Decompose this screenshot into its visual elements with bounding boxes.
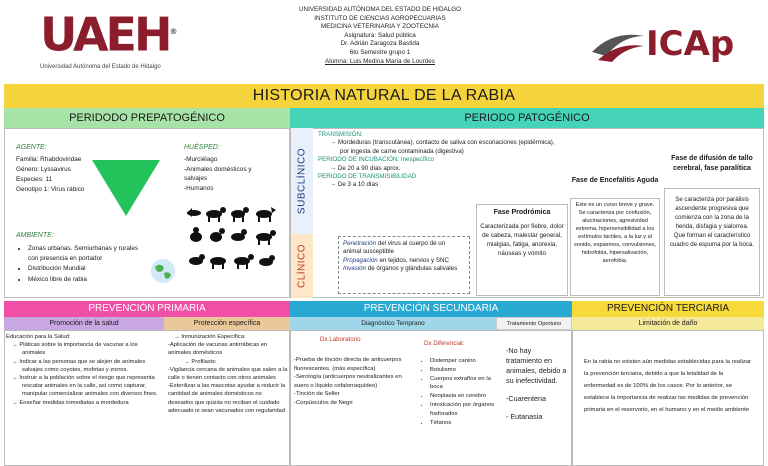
transmisibilidad-title: PERIODO DE TRANSMISIBILIDAD <box>318 173 417 181</box>
prepatogenic-header: PERIDODO PREPATOGÉNICO <box>4 108 290 128</box>
agente-item: Especies: 11 <box>16 176 53 183</box>
incubacion-title: PERIODO DE INCUBACIÓN: Inespecífico <box>318 156 434 164</box>
tratamiento-text <box>506 346 568 422</box>
promocion-item: → Pláticas sobre la importancia de vacunar a los animales <box>12 342 138 357</box>
subclinico-text <box>318 131 558 190</box>
subject-name: Asignatura: Salud pública <box>344 31 416 39</box>
esterilizacion-text: -Esterilizar a las mascotas ayudar a reducir la cantidad de animales domésticos no deseados que quizás no reciban el cuidado adecuado ni sean vacunados con regularidad <box>168 383 286 414</box>
tratamiento-item: - Eutanasia <box>506 412 543 421</box>
prevencion-primaria-header: PREVENCIÓN PRIMARIA <box>4 301 290 317</box>
diagnostico-header: Diagnóstico Temprano <box>290 317 496 330</box>
paralitica-text: Se caracteriza por parálisis ascendente progresiva que comienza con la zona de la herida, disfagia y sialorrea. Que forman el característico cuadro de espuma por la boca. <box>664 188 760 296</box>
huesped-list <box>184 155 274 193</box>
lab-title: Dx Laboratorio <box>320 336 361 343</box>
icap-logo <box>588 20 748 70</box>
program-name: MEDICINA VETERINARIA Y ZOOTECNIA <box>320 23 440 31</box>
prevencion-secundaria-header: PREVENCIÓN SECUNDARIA <box>290 301 572 317</box>
transmision-text: → Mordeduras (transcutánea), contacto de saliva con escoriaciones (epidérmica), por ingesta de carne contaminada (digestiva) <box>330 139 555 155</box>
agente-item: Género: Lyssavirus <box>16 166 71 173</box>
icap-swoosh-icon <box>588 22 648 66</box>
encefalitis-title: Fase de Encefalitis Aguda <box>571 177 659 184</box>
animals-silhouettes-icon <box>186 205 282 275</box>
prodromica-title: Fase Prodrómica <box>493 209 551 216</box>
proteccion-header: Protección específica <box>164 317 290 330</box>
teacher-name: Dr. Adrián Zaragoza Bastida <box>340 40 420 48</box>
icap-logo-text: ICAp <box>646 24 735 64</box>
page-title: HISTORIA NATURAL DE LA RABIA <box>4 84 764 108</box>
ambiente-title: AMBIENTE: <box>16 232 54 239</box>
promocion-item: → Enseñar medidas inmediatas a mordedura <box>12 399 129 406</box>
promocion-header: Promoción de la salud <box>4 317 164 330</box>
prodromica-box <box>476 204 568 296</box>
dif-item: • Cuerpos extraños en la boca <box>430 375 496 393</box>
profilaxis-title: → Profilaxis: <box>184 358 217 365</box>
promocion-item: → Instruir a la población sobre el riesgo que representa rescatar animales en la calle, así como capturar, manipular comercializar animales con diversos fines. <box>12 375 158 398</box>
dif-item: • Botulismo <box>430 366 496 375</box>
huesped-item: -Murciélago <box>184 156 218 163</box>
limitacion-header: Limitación de daño <box>572 317 764 330</box>
promocion-item: → Indicar a las personas que se alejen de animales salvajes como coyotes, mofetas y zorros. <box>12 358 146 373</box>
clinico-line: Invasión de órganos y glándulas salivales <box>343 265 458 273</box>
encefalitis-text: Este es un curso breve y grave. Se caracteriza por confusión, alucinaciones, agresividad extrema, hipersensibilidad a los estímulos táctiles, a la luz y al sonido, espasmos, convulsiones, hidrofobia, hipersalivación, aerofobia. <box>570 198 660 296</box>
ambiente-list <box>16 244 146 285</box>
inmunizacion-text: -Aplicación de vacunas antirrábicas en animales domésticos <box>168 342 268 357</box>
lab-item: -Serología (anticuerpos neutralizantes en suero o líquido cefalorraquídeo) <box>294 374 402 389</box>
transmisibilidad-text: → De 3 a 10 días <box>330 181 379 189</box>
incubacion-text: → De 20 a 90 días aprox. <box>330 164 401 172</box>
tratamiento-item: -Cuarentena <box>506 394 546 403</box>
dif-item: • Intoxicación por órganos fosforados <box>430 401 496 419</box>
promocion-text <box>6 333 162 407</box>
university-name: UNIVERSIDAD AUTÓNOMA DEL ESTADO DE HIDALGO <box>299 6 461 13</box>
dif-item: • Distemper canino <box>430 357 496 366</box>
transmision-title: TRANSMISIÓN: <box>318 131 363 138</box>
lab-item: -Prueba de tinción directa de anticuerpos fluorescentes. (más específica) <box>294 357 402 372</box>
huesped-item: -Humanos <box>184 184 214 192</box>
agente-list <box>16 155 84 195</box>
profilaxis-text: -Vigilancia cercana de animales que salen a la calle o tienen contacto con otros animales <box>168 366 288 382</box>
uaeh-logo-letters: UAEH® <box>40 7 175 62</box>
ambiente-item: • Zonas urbanas. Semiurbanas y rurales con presencia en portador <box>28 244 146 263</box>
institute-name: INSTITUTO DE CIENCIAS AGROPECUARIAS <box>314 14 446 22</box>
ambiente-item: • Distribución Mundial <box>28 264 146 274</box>
huesped-title: HUÉSPED: <box>184 144 220 151</box>
prevencion-terciaria-header: PREVENCIÓN TERCIARIA <box>572 301 764 317</box>
agente-item: Familia: Rhabdoviridae <box>16 156 82 163</box>
clinico-label: CLÍNICO <box>291 234 313 298</box>
triad-triangle <box>92 160 160 216</box>
lab-item: -Tinción de Seller <box>294 391 340 398</box>
clinico-line: Propagación en tejidos, nervios y SNC <box>343 256 449 264</box>
clinico-line: Penetración del virus al cuerpo de un animal susceptible <box>343 240 446 256</box>
tratamiento-item: -No hay tratamiento en animales, debido a su inefectividad. <box>506 346 567 385</box>
paralitica-title: Fase de difusión de tallo cerebral, fase paralítica <box>671 155 753 172</box>
semester-label: 6to Semestre grupo 1 <box>349 48 411 56</box>
header-info <box>230 6 530 66</box>
ambiente-item: • México libre de rabia <box>28 275 146 285</box>
uaeh-logo-caption: Universidad Autónoma del Estado de Hidalgo <box>40 64 161 71</box>
lab-item: -Corpúsculos de Negri <box>294 399 353 406</box>
agente-title: AGENTE: <box>16 144 47 151</box>
prodromica-text: Caracterizada por fiebre, dolor de cabeza, malestar general, mialgias, fatiga, anorexia, náuseas y vómito <box>480 223 564 257</box>
agente-item: Genotipo 1: Virus rábico <box>16 186 85 193</box>
student-name: Alumna: Luis Medina María de Lourdes <box>325 57 435 65</box>
dif-item: • Neoplasia en cerebro <box>430 392 496 401</box>
dif-title: Dx Diferencial: <box>424 340 465 347</box>
promocion-intro: Educación para la Salud: <box>6 334 71 340</box>
lab-list <box>294 356 404 408</box>
uaeh-logo <box>40 6 180 78</box>
dif-list <box>420 357 496 427</box>
subclinico-label: SUBCLÍNICO <box>291 128 313 234</box>
proteccion-text <box>168 333 288 415</box>
dif-item: • Tétanos <box>430 419 496 428</box>
limitacion-text: En la rabia no existen aún medidas establecidas para la realizar la prevención terciaria, debido a que la letalidad de la enfermedad es de 100% de los casos. Por lo anterior, se establece la importancia de realizar las medidas de prevención primaria en el reservorio, en el humano y en el medio ambiente <box>584 359 752 413</box>
huesped-item: -Animales domésticos y salvajes <box>184 165 252 182</box>
inmunizacion-title: → Inmunización Específica: <box>174 334 246 340</box>
tratamiento-header: Tratamiento Oportuno <box>496 317 572 330</box>
patogenic-header: PERIODO PATOGÉNICO <box>290 108 764 128</box>
globe-icon <box>150 258 176 284</box>
clinico-text <box>338 236 470 294</box>
